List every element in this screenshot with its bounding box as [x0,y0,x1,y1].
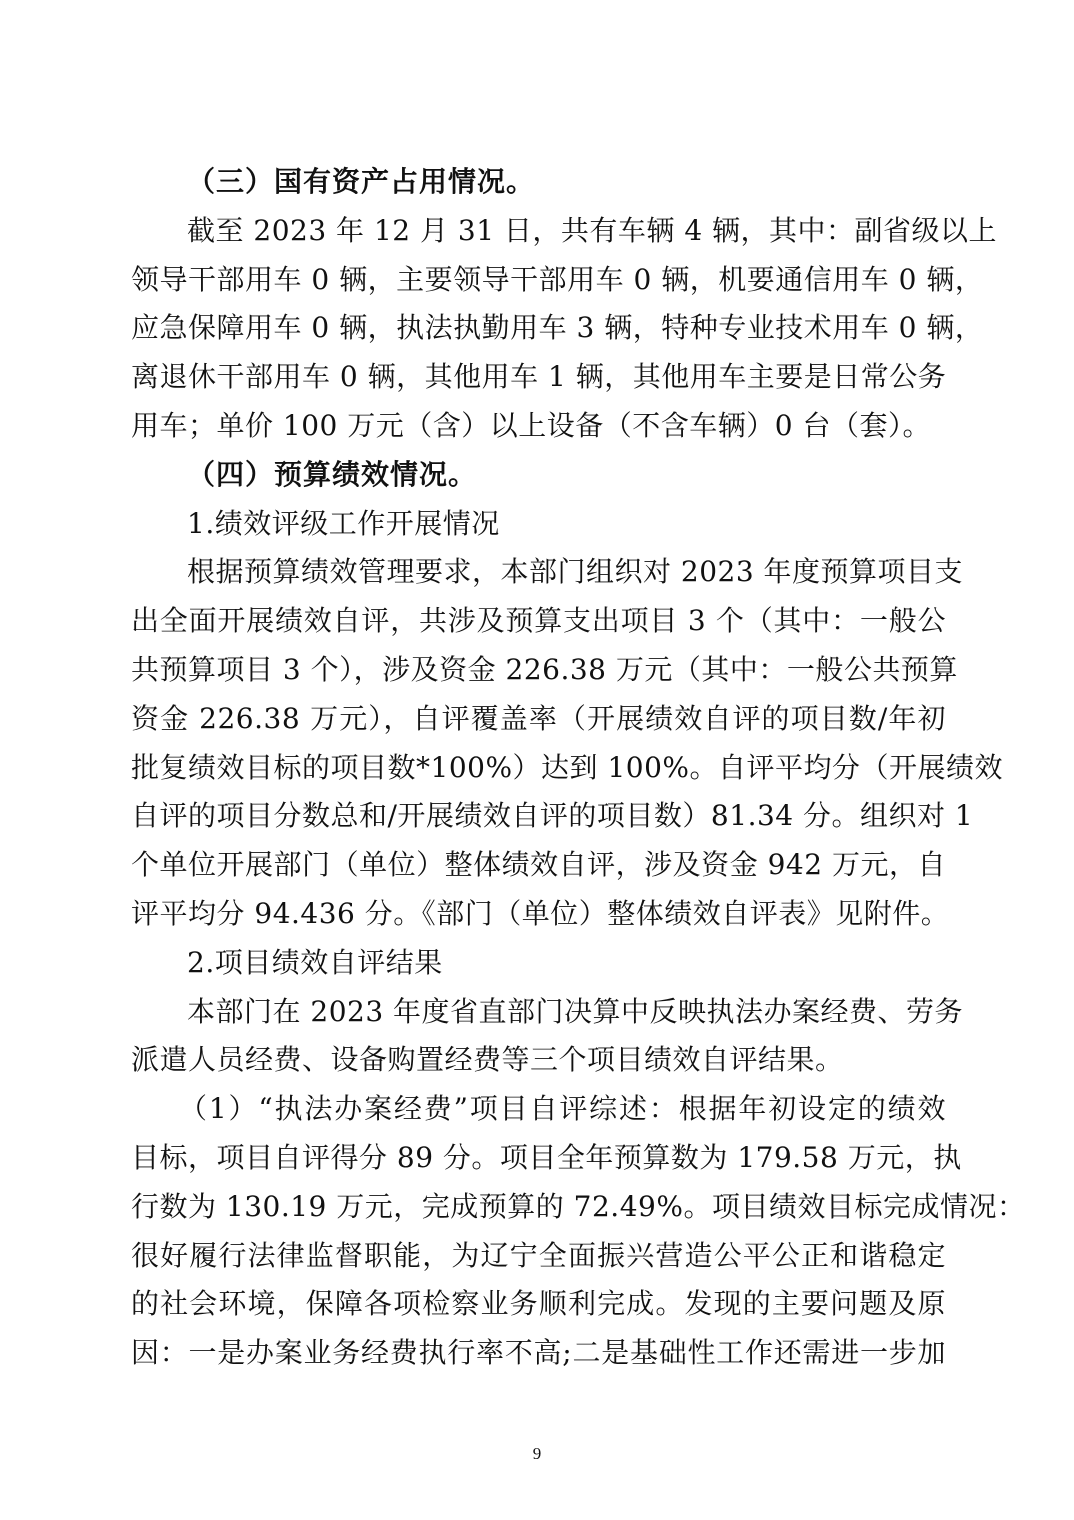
paragraph-line: 批复绩效目标的项目数*100%）达到 100%。自评平均分（开展绩效 [131,750,1004,784]
paragraph-line: 自评的项目分数总和/开展绩效自评的项目数）81.34 分。组织对 1 [131,799,974,833]
section-heading-budget-performance: （四）预算绩效情况。 [187,457,478,491]
document-body [131,158,1026,1378]
paragraph-line: 本部门在 2023 年度省直部门决算中反映执法办案经费、劳务 [187,994,964,1028]
paragraph-line: 用车；单价 100 万元（含）以上设备（不含车辆）0 台（套）。 [131,408,931,442]
subsection-title-project-results: 2.项目绩效自评结果 [187,945,443,979]
section-heading-state-assets: （三）国有资产占用情况。 [187,165,536,198]
paragraph-line: 共预算项目 3 个），涉及资金 226.38 万元（其中：一般公共预算 [131,652,958,686]
paragraph-line: 个单位开展部门（单位）整体绩效自评，涉及资金 942 万元，自 [131,848,946,882]
paragraph-line: 很好履行法律监督职能，为辽宁全面振兴营造公平公正和谐稳定 [131,1238,946,1272]
paragraph-line: 评平均分 94.436 分。《部门（单位）整体绩效自评表》见附件。 [131,896,950,930]
paragraph-line: 根据预算绩效管理要求，本部门组织对 2023 年度预算项目支 [187,555,964,589]
paragraph-line: 的社会环境，保障各项检察业务顺利完成。发现的主要问题及原 [131,1287,946,1321]
page-number: 9 [532,1444,542,1463]
paragraph-line: 截至 2023 年 12 月 31 日，共有车辆 4 辆，其中：副省级以上 [187,213,998,247]
paragraph-line: 出全面开展绩效自评，共涉及预算支出项目 3 个（其中：一般公 [131,604,946,638]
paragraph-line: 资金 226.38 万元），自评覆盖率（开展绩效自评的项目数/年初 [131,701,946,735]
paragraph-line: 目标，项目自评得分 89 分。项目全年预算数为 179.58 万元，执 [131,1140,962,1174]
paragraph-line: 行数为 130.19 万元，完成预算的 72.49%。项目绩效目标完成情况： [131,1189,1026,1223]
paragraph-line: 派遣人员经费、设备购置经费等三个项目绩效自评结果。 [131,1043,844,1077]
paragraph-line: 应急保障用车 0 辆，执法执勤用车 3 辆，特种专业技术用车 0 辆， [131,311,984,345]
paragraph-line: （1）“执法办案经费”项目自评综述：根据年初设定的绩效 [179,1092,946,1126]
paragraph-line: 领导干部用车 0 辆，主要领导干部用车 0 辆，机要通信用车 0 辆， [131,262,984,296]
subsection-title-evaluation-work: 1.绩效评级工作开展情况 [187,506,500,540]
paragraph-line: 因：一是办案业务经费执行率不高;二是基础性工作还需进一步加 [131,1336,946,1370]
paragraph-line: 离退休干部用车 0 辆，其他用车 1 辆，其他用车主要是日常公务 [131,360,947,394]
